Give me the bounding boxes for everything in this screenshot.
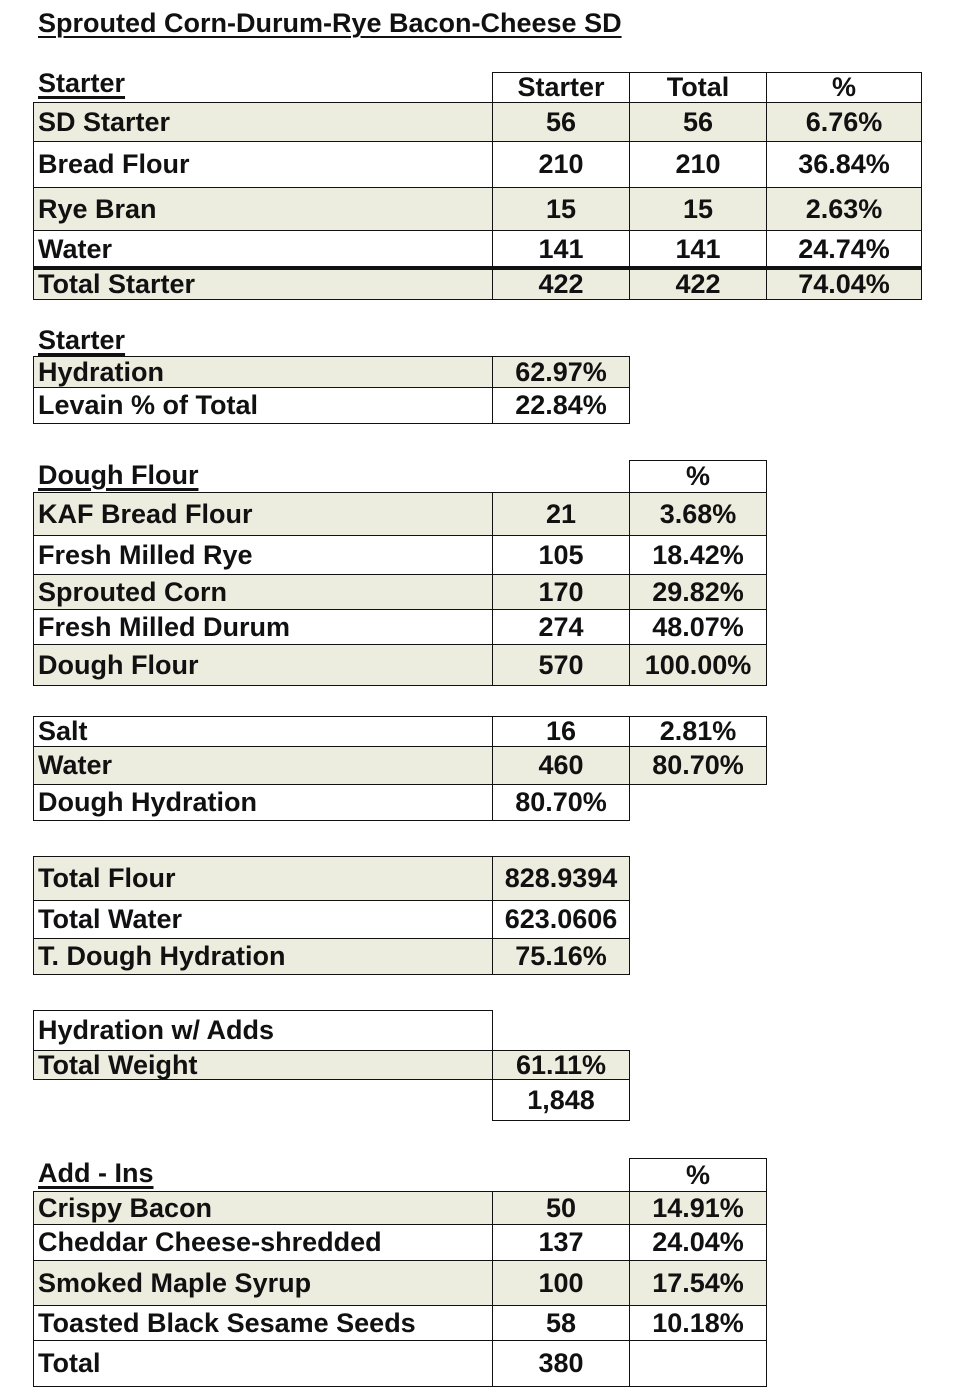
starter-row-starter: 141 bbox=[492, 230, 630, 268]
hydration-adds-value: 61.11% bbox=[492, 1050, 630, 1080]
dough-flour-row-value: 170 bbox=[492, 574, 630, 610]
starter-row-total: 422 bbox=[629, 266, 767, 300]
total-weight-value: 1,848 bbox=[492, 1079, 630, 1121]
starter-row-starter: 422 bbox=[492, 266, 630, 300]
dough-flour-row-label: Fresh Milled Rye bbox=[33, 535, 493, 575]
dough-flour-row-pct: 29.82% bbox=[629, 574, 767, 610]
dough-flour-pct-header: % bbox=[629, 460, 767, 493]
water-value: 460 bbox=[492, 746, 630, 785]
starter-row-label: Rye Bran bbox=[33, 187, 493, 231]
dough-flour-row-value: 570 bbox=[492, 644, 630, 686]
add-in-row-pct: 14.91% bbox=[629, 1191, 767, 1225]
starter-row-pct: 24.74% bbox=[766, 230, 922, 268]
starter-stats-header: Starter bbox=[38, 325, 126, 355]
starter-row-label: Total Starter bbox=[33, 266, 493, 300]
add-in-total-value: 380 bbox=[492, 1340, 630, 1387]
starter-row-label: Bread Flour bbox=[33, 141, 493, 188]
total-weight-label: Total Weight bbox=[33, 1050, 493, 1080]
hydration-adds-label: Hydration w/ Adds bbox=[33, 1010, 493, 1051]
water-label: Water bbox=[33, 746, 493, 785]
dough-flour-row-value: 274 bbox=[492, 609, 630, 645]
salt-value: 16 bbox=[492, 716, 630, 747]
add-in-row-value: 58 bbox=[492, 1305, 630, 1341]
dough-flour-row-value: 21 bbox=[492, 492, 630, 536]
dough-flour-row-pct: 3.68% bbox=[629, 492, 767, 536]
starter-row-label: Water bbox=[33, 230, 493, 268]
salt-pct: 2.81% bbox=[629, 716, 767, 747]
dough-hydration-label: Dough Hydration bbox=[33, 784, 493, 821]
starter-row-starter: 210 bbox=[492, 141, 630, 188]
starter-row-total: 56 bbox=[629, 102, 767, 142]
starter-row-total: 210 bbox=[629, 141, 767, 188]
levain-pct-label: Levain % of Total bbox=[33, 387, 493, 424]
total-water-label: Total Water bbox=[33, 900, 493, 939]
total-water-value: 623.0606 bbox=[492, 900, 630, 939]
add-in-total-label: Total bbox=[33, 1340, 493, 1387]
dough-flour-row-value: 105 bbox=[492, 535, 630, 575]
starter-row-starter: 56 bbox=[492, 102, 630, 142]
add-in-total-pct bbox=[629, 1340, 767, 1387]
starter-row-label: SD Starter bbox=[33, 102, 493, 142]
dough-flour-row-label: Dough Flour bbox=[33, 644, 493, 686]
starter-col-header-total: Total bbox=[629, 72, 767, 103]
starter-row-total: 15 bbox=[629, 187, 767, 231]
starter-row-pct: 6.76% bbox=[766, 102, 922, 142]
dough-flour-header: Dough Flour bbox=[38, 460, 199, 490]
starter-row-starter: 15 bbox=[492, 187, 630, 231]
dough-flour-row-pct: 18.42% bbox=[629, 535, 767, 575]
starter-row-total: 141 bbox=[629, 230, 767, 268]
add-in-row-value: 50 bbox=[492, 1191, 630, 1225]
salt-label: Salt bbox=[33, 716, 493, 747]
starter-row-pct: 2.63% bbox=[766, 187, 922, 231]
add-in-row-value: 137 bbox=[492, 1224, 630, 1261]
starter-hydration-label: Hydration bbox=[33, 356, 493, 388]
dough-flour-row-label: KAF Bread Flour bbox=[33, 492, 493, 536]
levain-pct-value: 22.84% bbox=[492, 387, 630, 424]
add-in-row-label: Crispy Bacon bbox=[33, 1191, 493, 1225]
add-ins-pct-header: % bbox=[629, 1158, 767, 1192]
add-in-row-pct: 10.18% bbox=[629, 1305, 767, 1341]
water-pct: 80.70% bbox=[629, 746, 767, 785]
total-dough-hydration-label: T. Dough Hydration bbox=[33, 938, 493, 975]
starter-col-header-pct: % bbox=[766, 72, 922, 103]
add-in-row-label: Cheddar Cheese-shredded bbox=[33, 1224, 493, 1261]
add-in-row-label: Smoked Maple Syrup bbox=[33, 1260, 493, 1306]
add-in-row-label: Toasted Black Sesame Seeds bbox=[33, 1305, 493, 1341]
dough-flour-row-pct: 48.07% bbox=[629, 609, 767, 645]
add-ins-header: Add - Ins bbox=[38, 1158, 154, 1188]
starter-section-header: Starter bbox=[38, 68, 126, 98]
total-dough-hydration-value: 75.16% bbox=[492, 938, 630, 975]
dough-hydration-value: 80.70% bbox=[492, 784, 630, 821]
starter-hydration-value: 62.97% bbox=[492, 356, 630, 388]
dough-flour-row-pct: 100.00% bbox=[629, 644, 767, 686]
starter-col-header-starter: Starter bbox=[492, 72, 630, 103]
dough-flour-row-label: Fresh Milled Durum bbox=[33, 609, 493, 645]
page-title: Sprouted Corn-Durum-Rye Bacon-Cheese SD bbox=[38, 8, 622, 38]
add-in-row-pct: 24.04% bbox=[629, 1224, 767, 1261]
add-in-row-value: 100 bbox=[492, 1260, 630, 1306]
add-in-row-pct: 17.54% bbox=[629, 1260, 767, 1306]
starter-row-pct: 74.04% bbox=[766, 266, 922, 300]
total-flour-label: Total Flour bbox=[33, 856, 493, 901]
dough-flour-row-label: Sprouted Corn bbox=[33, 574, 493, 610]
total-flour-value: 828.9394 bbox=[492, 856, 630, 901]
starter-row-pct: 36.84% bbox=[766, 141, 922, 188]
